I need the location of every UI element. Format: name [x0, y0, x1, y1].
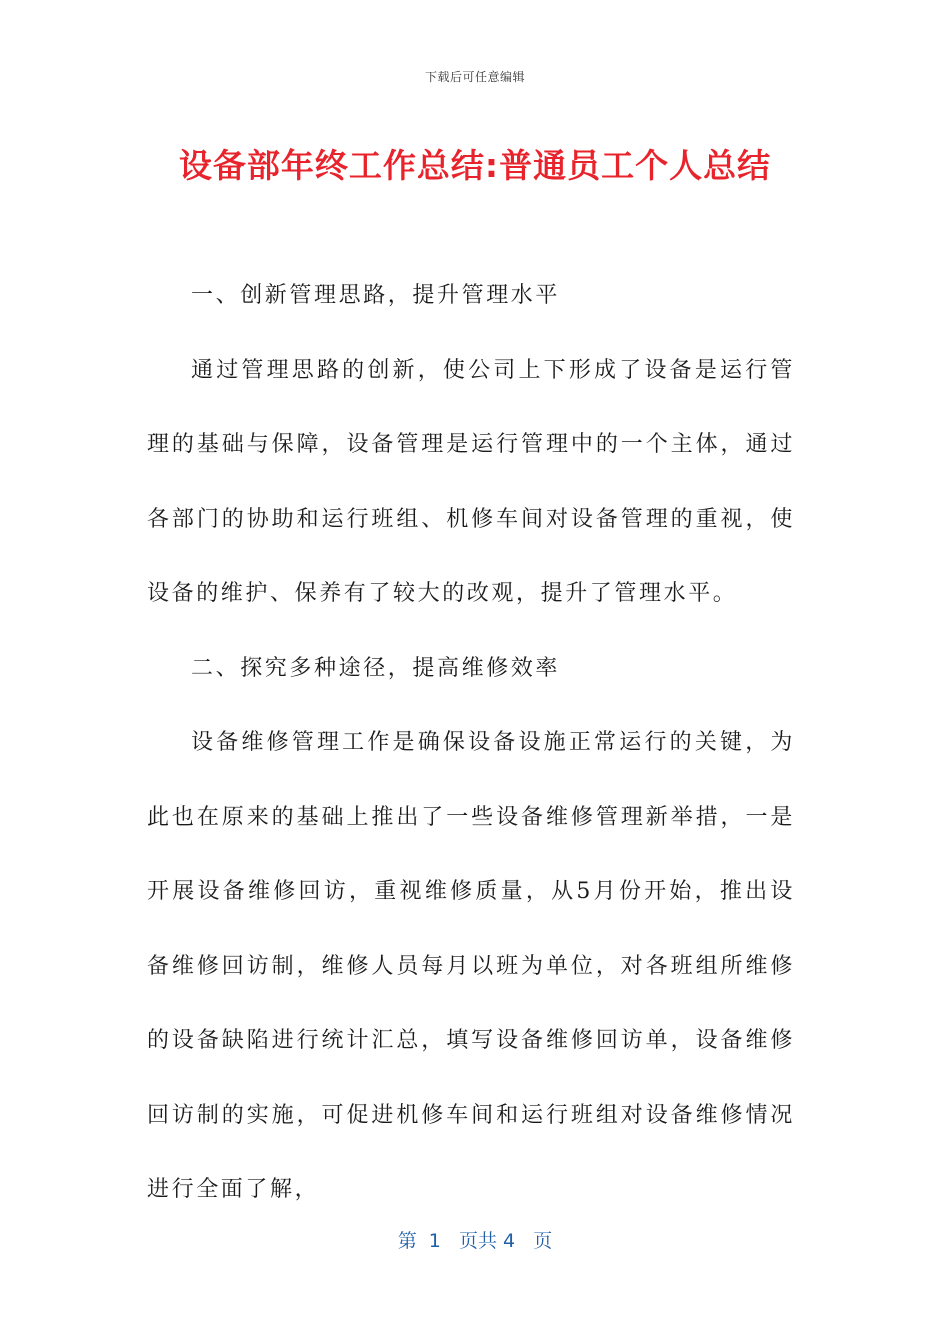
document-body — [147, 259, 795, 1228]
page-number: 第 1 页共 4 页 — [397, 1230, 553, 1252]
section-heading-1: 一、创新管理思路，提升管理水平 — [191, 283, 561, 308]
download-edit-note: 下载后可任意编辑 — [424, 70, 525, 84]
document-title: 设备部年终工作总结:普通员工个人总结 — [178, 146, 772, 185]
paragraph-2: 设备维修管理工作是确保设备设施正常运行的关键，为此也在原来的基础上推出了一些设备维修管理新举措，一是开展设备维修回访，重视维修质量，从5月份开始，推出设备维修回访制，维修人员每月以班为单位，对各班组所维修的设备缺陷进行统计汇总，填写设备维修回访单，设备维修回访制的实施，可促进机修车间和运行班组对设备维修情况进行全面了解， — [147, 730, 795, 1202]
paragraph-1: 通过管理思路的创新，使公司上下形成了设备是运行管理的基础与保障，设备管理是运行管理中的一个主体，通过各部门的协助和运行班组、机修车间对设备管理的重视，使设备的维护、保养有了较大的改观，提升了管理水平。 — [147, 357, 795, 606]
section-heading-2: 二、探究多种途径，提高维修效率 — [191, 655, 561, 681]
